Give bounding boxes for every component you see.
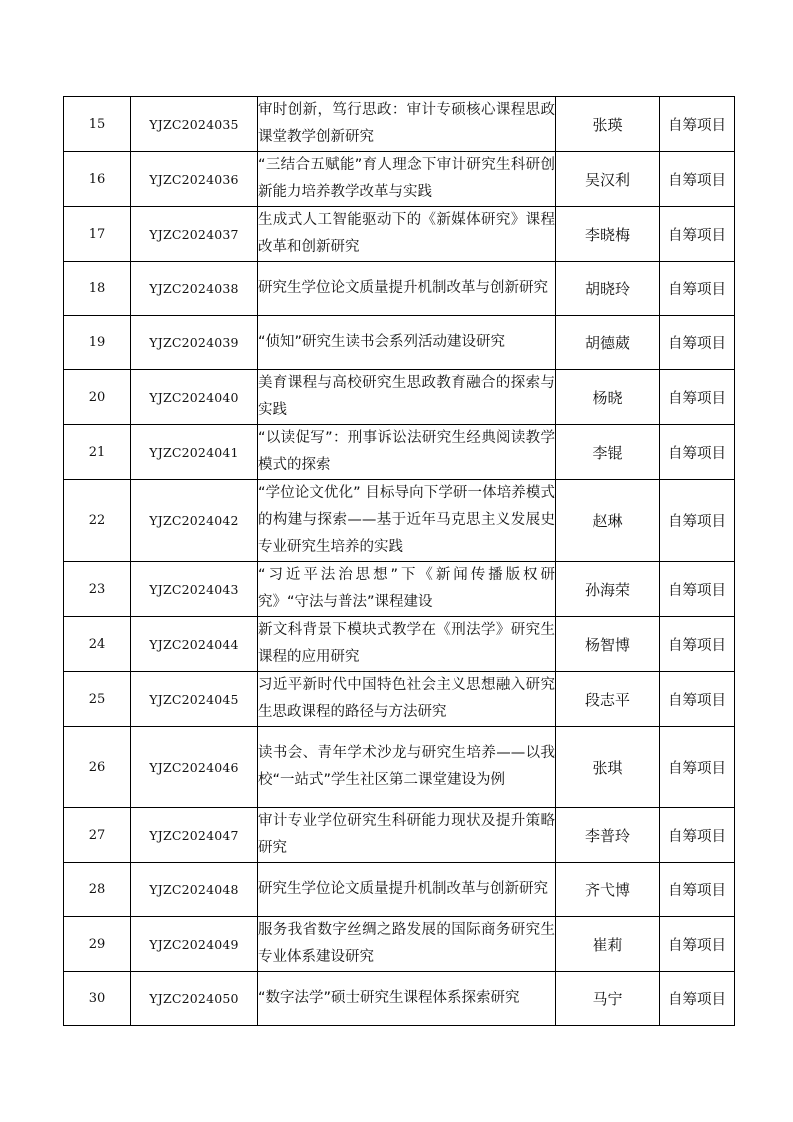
table-row (64, 972, 735, 1026)
project-leader: 张琪 (556, 727, 660, 808)
project-title: 美育课程与高校研究生思政教育融合的探索与实践 (258, 370, 556, 425)
project-type: 自筹项目 (660, 262, 735, 316)
project-title: 生成式人工智能驱动下的《新媒体研究》课程改革和创新研究 (258, 207, 556, 262)
project-type: 自筹项目 (660, 672, 735, 727)
project-title: “数字法学”硕士研究生课程体系探索研究 (258, 972, 556, 1026)
project-leader: 杨晓 (556, 370, 660, 425)
row-number: 26 (64, 727, 131, 808)
project-table (63, 96, 735, 1026)
table-row (64, 480, 735, 562)
project-leader: 吴汉利 (556, 152, 660, 207)
project-type: 自筹项目 (660, 207, 735, 262)
table-row (64, 672, 735, 727)
project-title: “学位论文优化” 目标导向下学研一体培养模式的构建与探索——基于近年马克思主义发展史专业研究生培养的实践 (258, 480, 556, 562)
project-type: 自筹项目 (660, 562, 735, 617)
project-leader: 孙海荣 (556, 562, 660, 617)
project-type: 自筹项目 (660, 480, 735, 562)
project-title: 研究生学位论文质量提升机制改革与创新研究 (258, 863, 556, 917)
table-row (64, 316, 735, 370)
project-code: YJZC2024041 (131, 425, 258, 480)
project-code: YJZC2024038 (131, 262, 258, 316)
row-number: 19 (64, 316, 131, 370)
row-number: 24 (64, 617, 131, 672)
project-title: “三结合五赋能”育人理念下审计研究生科研创新能力培养教学改革与实践 (258, 152, 556, 207)
project-title: “侦知”研究生读书会系列活动建设研究 (258, 316, 556, 370)
table-row (64, 207, 735, 262)
project-leader: 胡晓玲 (556, 262, 660, 316)
table-row (64, 97, 735, 152)
project-title: 审计专业学位研究生科研能力现状及提升策略研究 (258, 808, 556, 863)
row-number: 23 (64, 562, 131, 617)
project-leader: 李锟 (556, 425, 660, 480)
project-code: YJZC2024044 (131, 617, 258, 672)
project-leader: 齐弋博 (556, 863, 660, 917)
project-title: 服务我省数字丝绸之路发展的国际商务研究生专业体系建设研究 (258, 917, 556, 972)
project-type: 自筹项目 (660, 727, 735, 808)
project-code: YJZC2024049 (131, 917, 258, 972)
project-type: 自筹项目 (660, 917, 735, 972)
project-code: YJZC2024045 (131, 672, 258, 727)
project-code: YJZC2024048 (131, 863, 258, 917)
project-code: YJZC2024037 (131, 207, 258, 262)
table-row (64, 917, 735, 972)
table-row (64, 262, 735, 316)
project-code: YJZC2024043 (131, 562, 258, 617)
project-title: “以读促写”：刑事诉讼法研究生经典阅读教学模式的探索 (258, 425, 556, 480)
row-number: 25 (64, 672, 131, 727)
project-type: 自筹项目 (660, 617, 735, 672)
project-title: 习近平新时代中国特色社会主义思想融入研究生思政课程的路径与方法研究 (258, 672, 556, 727)
row-number: 15 (64, 97, 131, 152)
row-number: 28 (64, 863, 131, 917)
project-type: 自筹项目 (660, 97, 735, 152)
project-title: 读书会、青年学术沙龙与研究生培养——以我校“一站式”学生社区第二课堂建设为例 (258, 727, 556, 808)
project-leader: 马宁 (556, 972, 660, 1026)
table-row (64, 617, 735, 672)
table-row (64, 727, 735, 808)
project-code: YJZC2024042 (131, 480, 258, 562)
row-number: 22 (64, 480, 131, 562)
project-table-body (64, 97, 735, 1026)
row-number: 27 (64, 808, 131, 863)
row-number: 16 (64, 152, 131, 207)
row-number: 18 (64, 262, 131, 316)
project-code: YJZC2024047 (131, 808, 258, 863)
project-leader: 胡德葳 (556, 316, 660, 370)
project-type: 自筹项目 (660, 863, 735, 917)
row-number: 21 (64, 425, 131, 480)
project-code: YJZC2024039 (131, 316, 258, 370)
project-title: “习近平法治思想”下《新闻传播版权研究》“守法与普法”课程建设 (258, 562, 556, 617)
project-type: 自筹项目 (660, 152, 735, 207)
table-row (64, 562, 735, 617)
project-leader: 杨智博 (556, 617, 660, 672)
project-title: 研究生学位论文质量提升机制改革与创新研究 (258, 262, 556, 316)
row-number: 20 (64, 370, 131, 425)
project-leader: 李普玲 (556, 808, 660, 863)
table-row (64, 425, 735, 480)
project-leader: 张瑛 (556, 97, 660, 152)
project-leader: 段志平 (556, 672, 660, 727)
project-type: 自筹项目 (660, 425, 735, 480)
row-number: 29 (64, 917, 131, 972)
row-number: 17 (64, 207, 131, 262)
table-row (64, 863, 735, 917)
project-code: YJZC2024050 (131, 972, 258, 1026)
project-code: YJZC2024035 (131, 97, 258, 152)
table-row (64, 370, 735, 425)
project-title: 新文科背景下模块式教学在《刑法学》研究生课程的应用研究 (258, 617, 556, 672)
table-row (64, 808, 735, 863)
project-type: 自筹项目 (660, 808, 735, 863)
project-code: YJZC2024046 (131, 727, 258, 808)
project-leader: 李晓梅 (556, 207, 660, 262)
project-title: 审时创新，笃行思政：审计专硕核心课程思政课堂教学创新研究 (258, 97, 556, 152)
project-type: 自筹项目 (660, 370, 735, 425)
project-leader: 崔莉 (556, 917, 660, 972)
project-leader: 赵琳 (556, 480, 660, 562)
table-row (64, 152, 735, 207)
row-number: 30 (64, 972, 131, 1026)
project-type: 自筹项目 (660, 972, 735, 1026)
project-code: YJZC2024036 (131, 152, 258, 207)
project-code: YJZC2024040 (131, 370, 258, 425)
project-type: 自筹项目 (660, 316, 735, 370)
